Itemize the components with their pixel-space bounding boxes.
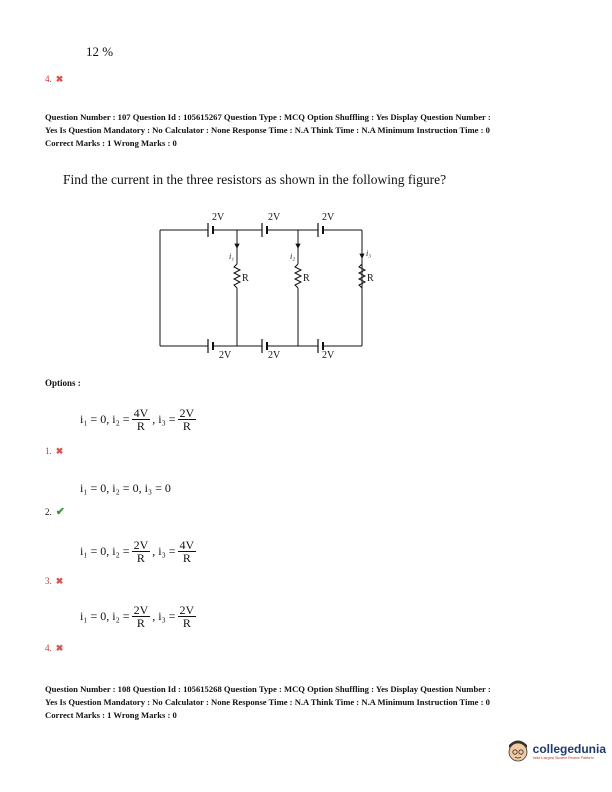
fraction: [178, 604, 197, 629]
question-text: Find the current in the three resistors as shown in the following figure?: [63, 172, 447, 187]
wrong-mark-icon: ✖: [55, 643, 64, 653]
question-meta: [45, 111, 585, 150]
logo-tagline: India's largest Student Review Platform: [532, 756, 594, 760]
formula-mid: , i₃ =: [152, 412, 176, 426]
denominator: R: [182, 616, 191, 630]
formula-mid: , i₃ =: [152, 544, 176, 558]
meta-line: Question Number : 108 Question Id : 105615268 Question Type : MCQ Option Shuffling : Yes Display Question Number :: [45, 684, 491, 694]
question-meta: [45, 683, 585, 722]
mascot-icon: [505, 738, 531, 764]
battery-top-1: [208, 223, 213, 237]
battery-label: 2V: [219, 350, 232, 361]
previous-option-text: 12 %: [86, 44, 114, 59]
option-3-label: [45, 571, 63, 589]
meta-line: Correct Marks : 1 Wrong Marks : 0: [45, 138, 177, 148]
fraction: [132, 604, 151, 629]
current-label: i₁: [229, 252, 235, 261]
wrong-mark-icon: ✖: [55, 446, 64, 456]
collegedunia-logo: [505, 738, 606, 764]
option-2-label: [45, 502, 65, 520]
numerator: 2V: [179, 406, 195, 420]
meta-line: Question Number : 107 Question Id : 105615267 Question Type : MCQ Option Shuffling : Yes Display Question Number :: [45, 112, 491, 122]
fraction: [132, 407, 151, 432]
option-number: 3.: [45, 576, 52, 586]
wrong-mark-icon: ✖: [55, 576, 64, 586]
resistor-label: R: [367, 273, 374, 284]
meta-line: Yes Is Question Mandatory : No Calculator : None Response Time : N.A Think Time : N.A Minimum Instruction Time : 0: [45, 125, 490, 135]
option-number: 4.: [45, 643, 52, 653]
current-arrow-2: [296, 244, 300, 248]
circuit-diagram: [150, 208, 380, 364]
numerator: 2V: [133, 538, 149, 552]
numerator: 4V: [179, 538, 195, 552]
battery-label: 2V: [268, 212, 281, 223]
battery-bottom-2: [262, 339, 267, 353]
options-label: Options :: [45, 378, 81, 388]
denominator: R: [136, 616, 145, 630]
numerator: 4V: [133, 406, 149, 420]
option-4-label: [45, 638, 63, 656]
battery-label: 2V: [268, 350, 281, 361]
current-label: i₃: [366, 249, 372, 258]
battery-bottom-1: [208, 339, 213, 353]
option-2-text[interactable]: i₁ = 0, i₂ = 0, i₃ = 0: [80, 481, 171, 495]
fraction: [178, 539, 197, 564]
battery-label: 2V: [322, 350, 335, 361]
logo-name: collegedunia: [532, 742, 606, 756]
battery-top-2: [262, 223, 267, 237]
option-3-text[interactable]: [80, 539, 198, 564]
current-label: i₂: [290, 252, 296, 261]
option-1-text[interactable]: [80, 407, 198, 432]
formula-mid: , i₃ =: [152, 609, 176, 623]
battery-top-3: [318, 223, 323, 237]
correct-check-icon: ✔: [55, 506, 65, 518]
meta-line: Correct Marks : 1 Wrong Marks : 0: [45, 710, 177, 720]
numerator: 2V: [133, 603, 149, 617]
option-number: 2.: [45, 507, 52, 517]
denominator: R: [136, 551, 145, 565]
formula-prefix: i₁ = 0, i₂ =: [80, 412, 130, 426]
formula-prefix: i₁ = 0, i₂ =: [80, 544, 130, 558]
current-arrow-3: [360, 254, 364, 258]
fraction: [178, 407, 197, 432]
battery-label: 2V: [322, 212, 335, 223]
resistor-1: [234, 264, 240, 288]
battery-label: 2V: [212, 212, 225, 223]
option-number: 1.: [45, 446, 52, 456]
fraction: [132, 539, 151, 564]
option-number: 4.: [45, 74, 52, 84]
current-arrow-1: [235, 244, 239, 248]
meta-line: Yes Is Question Mandatory : No Calculator : None Response Time : N.A Think Time : N.A Minimum Instruction Time : 0: [45, 697, 490, 707]
formula-prefix: i₁ = 0, i₂ =: [80, 609, 130, 623]
resistor-label: R: [303, 273, 310, 284]
option-1-label: [45, 441, 63, 459]
denominator: R: [136, 419, 145, 433]
previous-option-label: [45, 69, 63, 87]
option-4-text[interactable]: [80, 604, 198, 629]
resistor-label: R: [242, 273, 249, 284]
numerator: 2V: [179, 603, 195, 617]
denominator: R: [182, 419, 191, 433]
resistor-2: [295, 264, 301, 288]
denominator: R: [182, 551, 191, 565]
wrong-mark-icon: ✖: [55, 74, 64, 84]
